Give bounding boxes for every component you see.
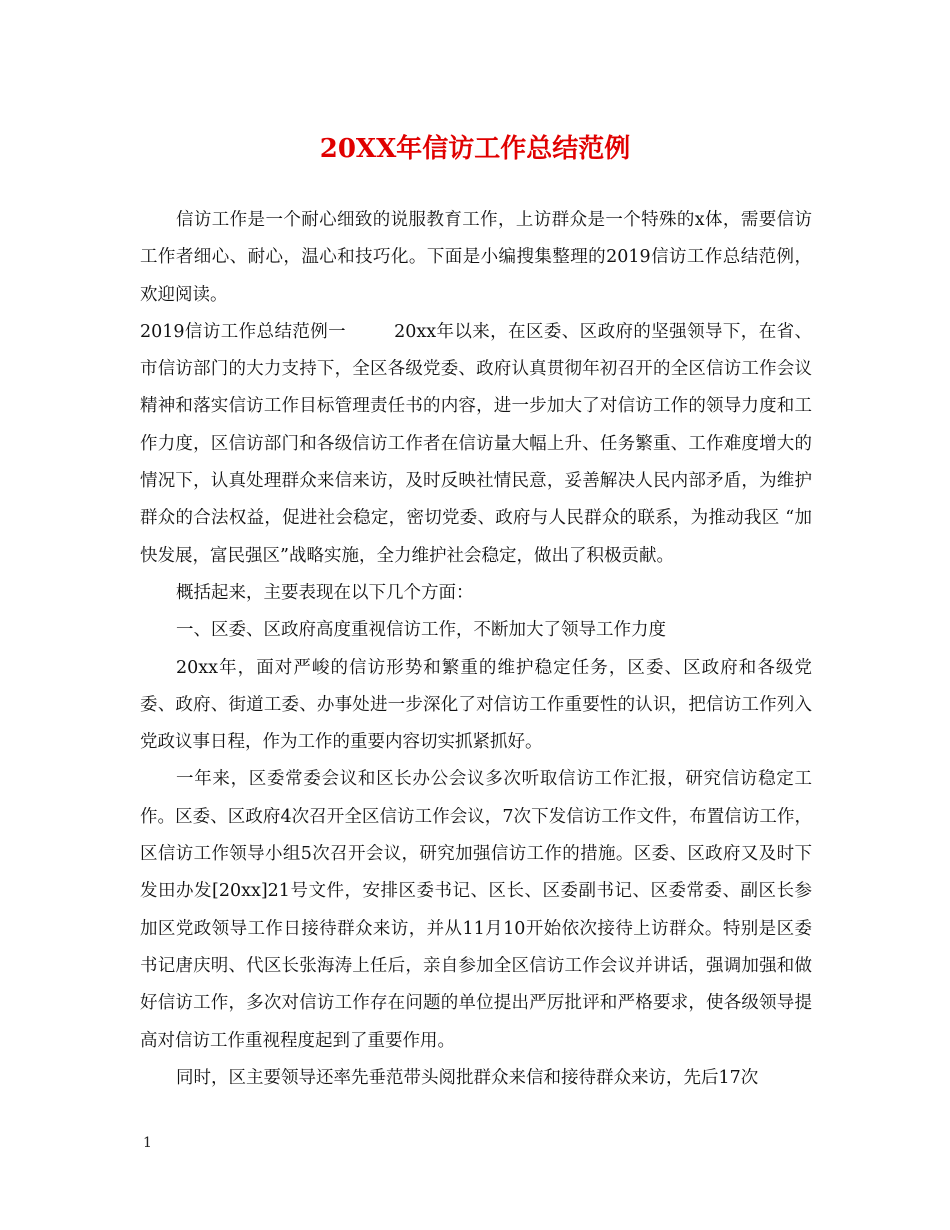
example-body: 20xx年以来，在区委、区政府的坚强领导下，在省、市信访部门的大力支持下，全区各级党委、政府认真贯彻年初召开的全区信访工作会议精神和落实信访工作目标管理责任书的内容，进一步加大了对信访工作的领导力度和工作力度，区信访部门和各级信访工作者在信访量大幅上升、任务繁重、工作难度增大的情况下，认真处理群众来信来访，及时反映社情民意，妥善解决人民内部矛盾，为维护群众的合法权益，促进社会稳定，密切党委、政府与人民群众的联系，为推动我区 “加快发展，富民强区”战略实施，全力维护社会稳定，做出了积极贡献。	[140, 321, 812, 566]
example-paragraph	[140, 314, 812, 575]
section-heading-one: 一、区委、区政府高度重视信访工作，不断加大了领导工作力度	[176, 620, 666, 641]
body-paragraph-c: 同时，区主要领导还率先垂范带头阅批群众来信和接待群众来访，先后17次	[176, 1067, 759, 1088]
document-title: 20XX年信访工作总结范例	[319, 134, 631, 164]
document-body	[140, 202, 812, 1097]
intro-paragraph: 信访工作是一个耐心细致的说服教育工作，上访群众是一个特殊的x体，需要信访工作者细心、耐心，温心和技巧化。下面是小编搜集整理的2019信访工作总结范例，欢迎阅读。	[140, 210, 812, 305]
body-paragraph-b: 一年来，区委常委会议和区长办公会议多次听取信访工作汇报，研究信访稳定工作。区委、区政府4次召开全区信访工作会议，7次下发信访工作文件，布置信访工作，区信访工作领导小组5次召开会议，研究加强信访工作的措施。区委、区政府又及时下发田办发[20xx]21号文件，安排区委书记、区长、区委副书记、区委常委、副区长参加区党政领导工作日接待群众来访，并从11月10开始依次接待上访群众。特别是区委书记唐庆明、代区长张海涛上任后，亲自参加全区信访工作会议并讲话，强调加强和做好信访工作，多次对信访工作存在问题的单位提出严厉批评和严格要求，使各级领导提高对信访工作重视程度起到了重要作用。	[140, 769, 812, 1051]
body-paragraph-a: 20xx年，面对严峻的信访形势和繁重的维护稳定任务，区委、区政府和各级党委、政府、街道工委、办事处进一步深化了对信访工作重要性的认识，把信访工作列入党政议事日程，作为工作的重要内容切实抓紧抓好。	[140, 657, 812, 753]
page-number: 1	[143, 1135, 152, 1151]
example-heading: 2019信访工作总结范例一	[140, 321, 347, 342]
summary-paragraph: 概括起来，主要表现在以下几个方面：	[176, 582, 474, 603]
